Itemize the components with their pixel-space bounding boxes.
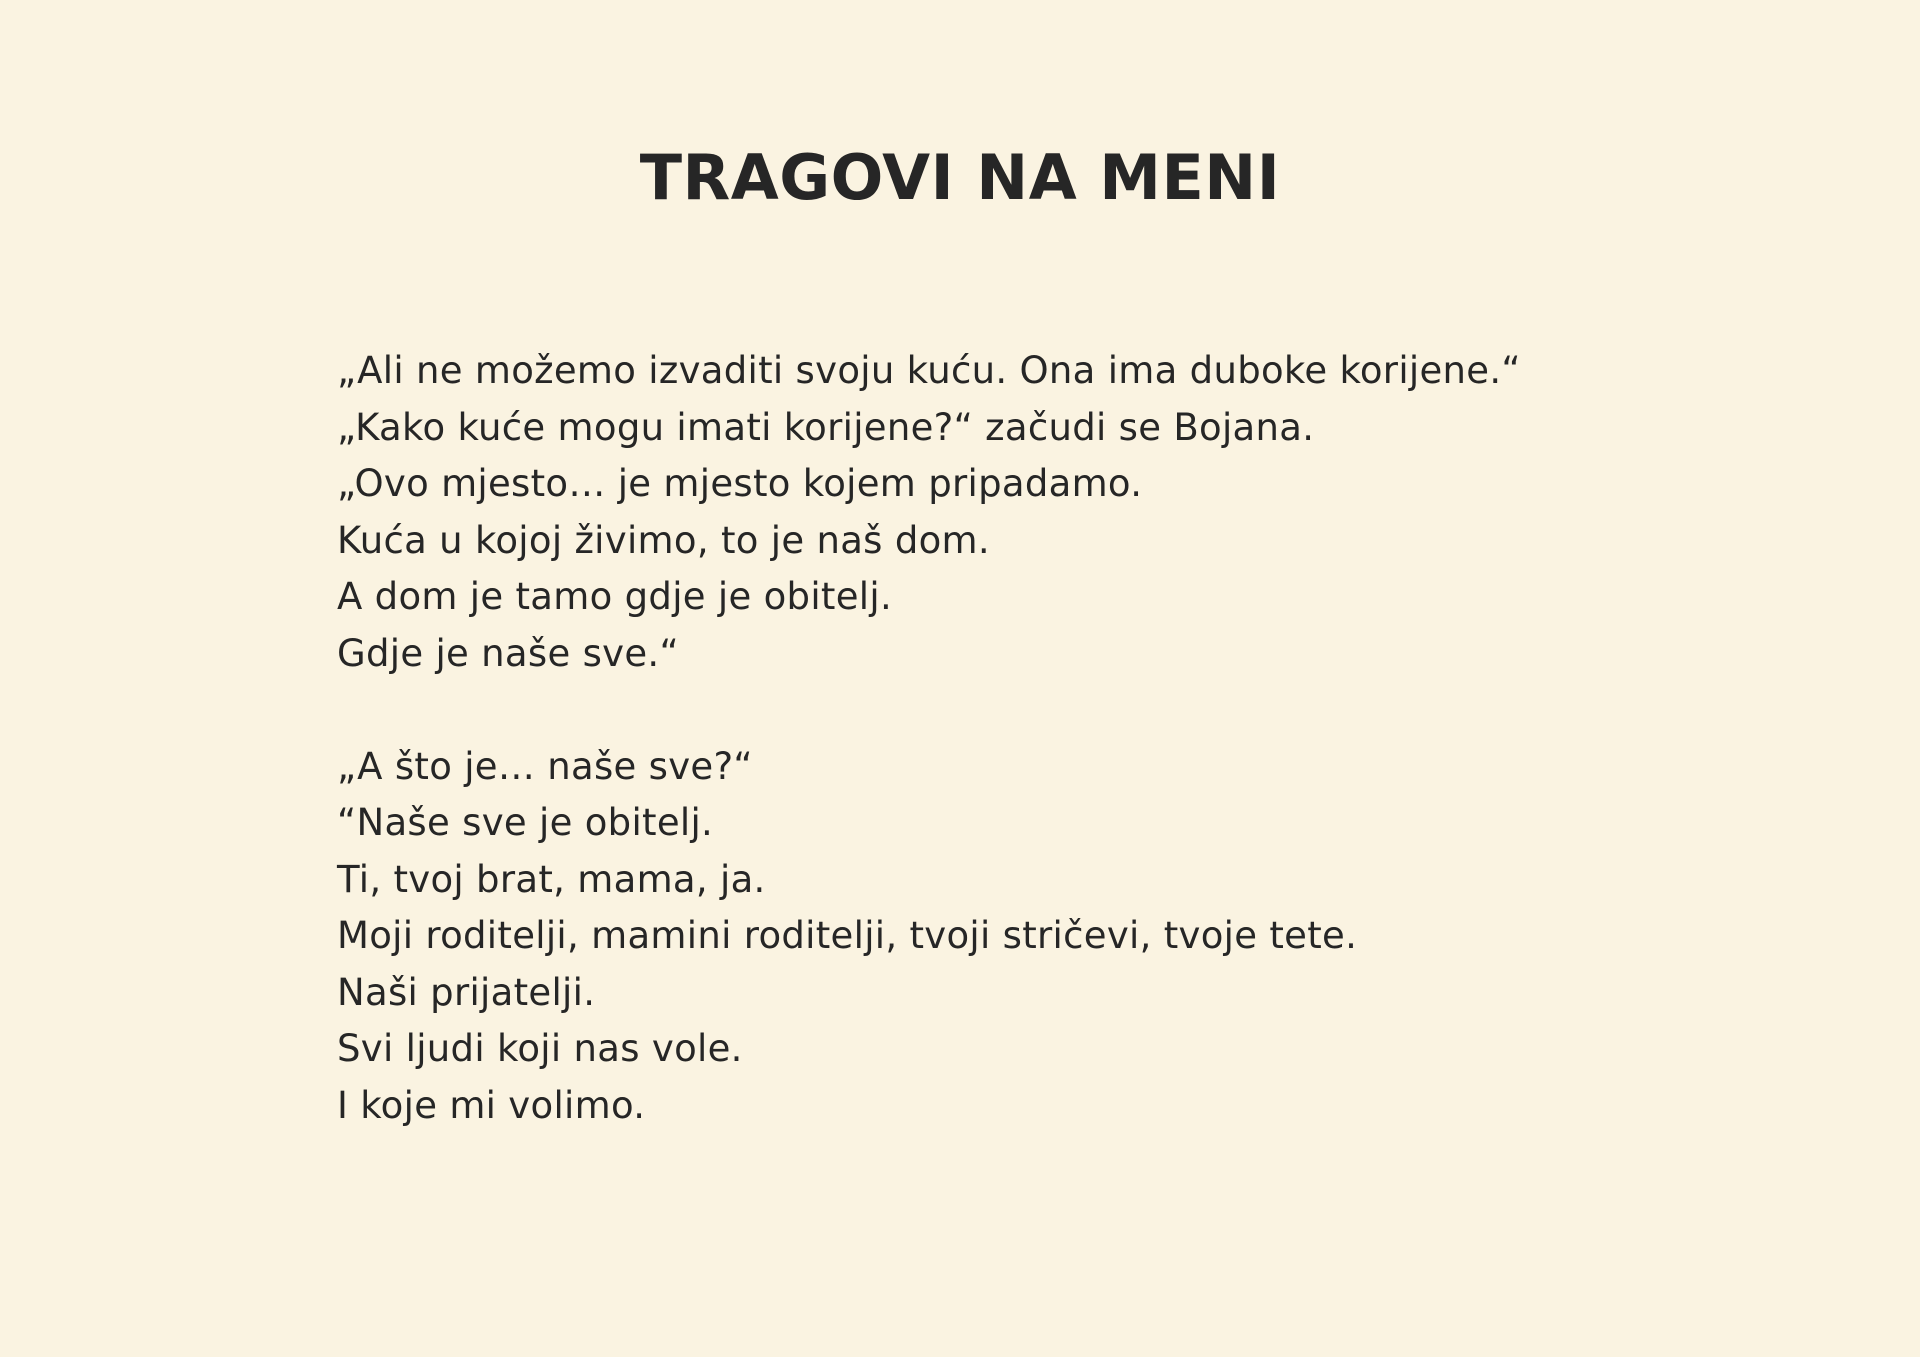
poem-line: I koje mi volimo. [337,1083,646,1127]
poem-line: „Ali ne možemo izvaditi svoju kuću. Ona ima duboke korijene.“ [337,349,1521,392]
page-title: TRAGOVI NA MENI [639,141,1281,214]
poem-line: A dom je tamo gdje je obitelj. [337,575,893,618]
poem-line: „Ovo mjesto… je mjesto kojem pripadamo. [337,462,1143,505]
stanza-1 [337,343,1837,682]
poem-line: Naši prijatelji. [337,970,596,1014]
poem-line: „Kako kuće mogu imati korijene?“ začudi se Bojana. [337,405,1315,449]
poem-line: „A što je… naše sve?“ [337,744,753,788]
poem-line: Ti, tvoj brat, mama, ja. [337,857,766,901]
poem-line: Moji roditelji, mamini roditelji, tvoji stričevi, tvoje tete. [337,914,1358,957]
poem-line: “Naše sve je obitelj. [337,801,714,844]
poem-line: Kuća u kojoj živimo, to je naš dom. [337,518,990,562]
poem-body [337,343,1837,1134]
poem-line: Svi ljudi koji nas vole. [337,1027,743,1070]
poem-line: Gdje je naše sve.“ [337,631,679,675]
stanza-2 [337,739,1837,1135]
